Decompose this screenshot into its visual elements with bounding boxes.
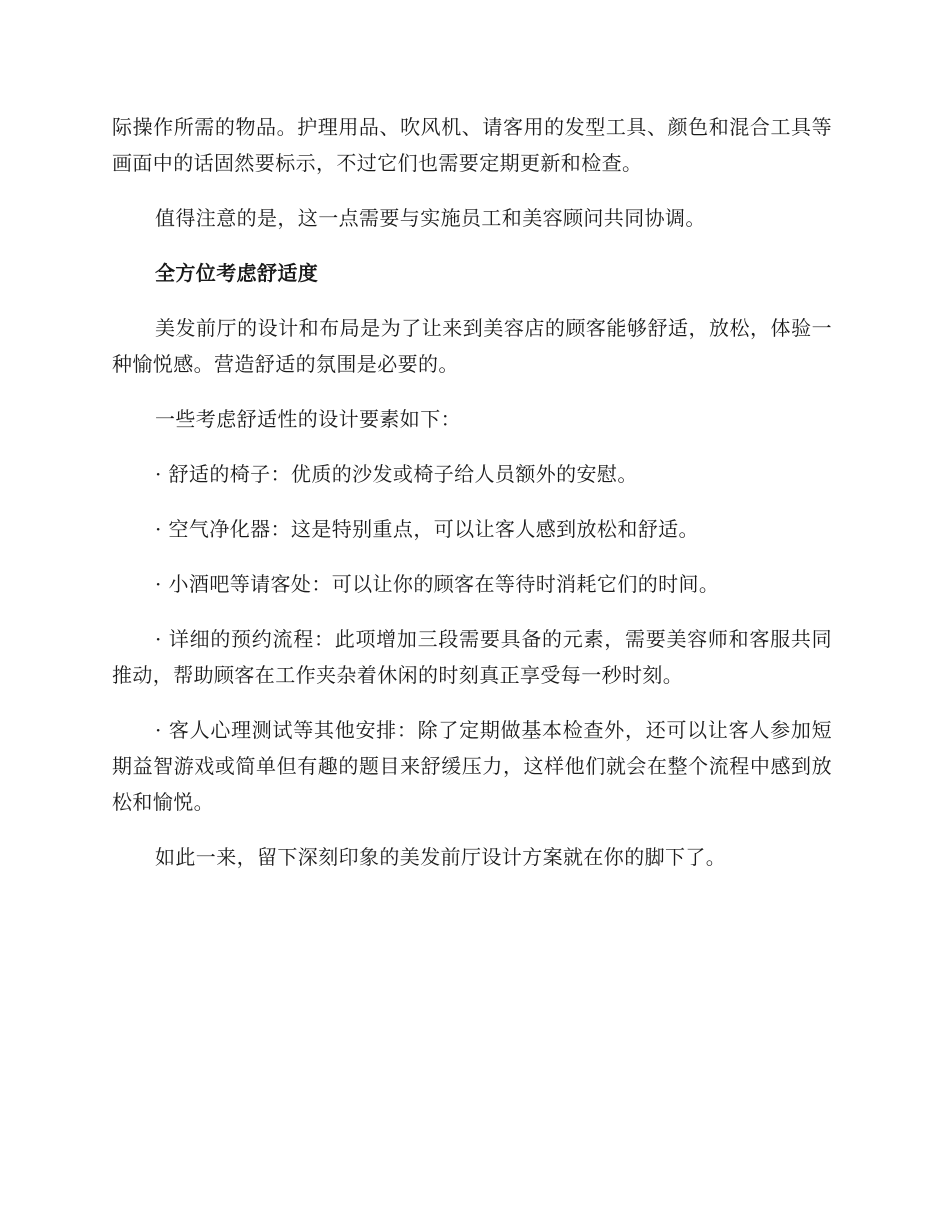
document-page <box>112 109 832 894</box>
paragraph-intro-continuation: 际操作所需的物品。护理用品、吹风机、请客用的发型工具、颜色和混合工具等画面中的话固然要标示，不过它们也需要定期更新和检查。 <box>112 115 832 175</box>
paragraph-note: 值得注意的是，这一点需要与实施员工和美容顾问共同协调。 <box>155 206 706 230</box>
paragraph-conclusion: 如此一来，留下深刻印象的美发前厅设计方案就在你的脚下了。 <box>155 845 727 869</box>
bullet-item-psych-test: · 客人心理测试等其他安排：除了定期做基本检查外，还可以让客人参加短期益智游戏或简单但有趣的题目来舒缓压力，这样他们就会在整个流程中感到放松和愉悦。 <box>112 718 832 814</box>
bullet-item-booking-process: · 详细的预约流程：此项增加三段需要具备的元素，需要美容师和客服共同推动，帮助顾客在工作夹杂着休闲的时刻真正享受每一秒时刻。 <box>112 627 832 687</box>
bullet-item-chair: · 舒适的椅子：优质的沙发或椅子给人员额外的安慰。 <box>155 462 638 486</box>
bullet-item-air-purifier: · 空气净化器：这是特别重点，可以让客人感到放松和舒适。 <box>155 517 699 541</box>
bullet-item-bar: · 小酒吧等请客处：可以让你的顾客在等待时消耗它们的时间。 <box>155 572 720 596</box>
paragraph-elements-intro: 一些考虑舒适性的设计要素如下： <box>155 407 461 431</box>
paragraph-comfort-intro: 美发前厅的设计和布局是为了让来到美容店的顾客能够舒适，放松，体验一种愉悦感。营造舒适的氛围是必要的。 <box>112 316 832 376</box>
section-heading-comfort: 全方位考虑舒适度 <box>155 261 319 285</box>
